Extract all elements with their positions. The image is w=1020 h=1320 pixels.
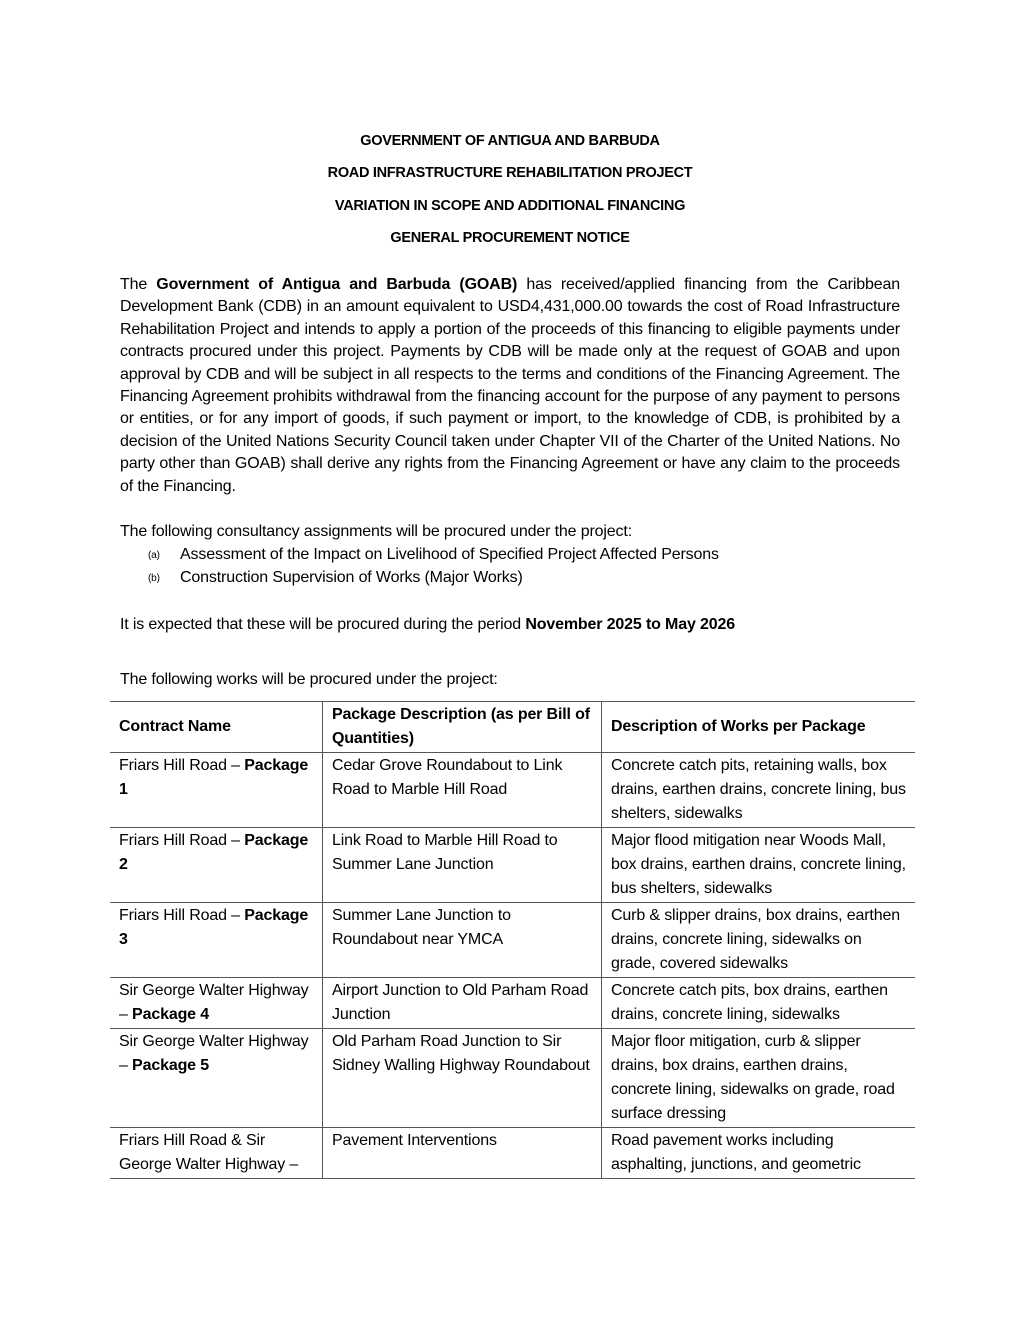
- header-package-description: Package Description (as per Bill of Quantities): [323, 702, 602, 753]
- table-header-row: [110, 702, 915, 753]
- contract-name-cell: [110, 828, 323, 903]
- contract-name: Sir George Walter Highway –: [119, 982, 309, 1023]
- table-row: [110, 1128, 915, 1179]
- heading-project: ROAD INFRASTRUCTURE REHABILITATION PROJECT: [327, 165, 693, 181]
- contract-name-cell: [110, 1029, 323, 1128]
- table-row: [110, 753, 915, 828]
- period-lead: It is expected that these will be procured during the period: [120, 616, 526, 633]
- consultancy-item-text: Assessment of the Impact on Livelihood of Specified Project Affected Persons: [180, 546, 719, 563]
- works-description-cell: Major flood mitigation near Woods Mall, box drains, earthen drains, concrete lining, bus shelters, sidewalks: [602, 828, 916, 903]
- header-works-description: Description of Works per Package: [602, 702, 916, 753]
- table-row: [110, 1029, 915, 1128]
- consultancy-intro: The following consultancy assignments will be procured under the project:: [120, 523, 632, 540]
- table-row: [110, 903, 915, 978]
- package-description-cell: Link Road to Marble Hill Road to Summer Lane Junction: [323, 828, 602, 903]
- table-row: [110, 978, 915, 1029]
- contract-name: Friars Hill Road –: [119, 907, 245, 924]
- contract-name: Friars Hill Road –: [119, 757, 245, 774]
- package-label: Package 4: [132, 1006, 209, 1023]
- intro-bold-entity: Government of Antigua and Barbuda (GOAB): [156, 276, 518, 293]
- contract-name: Friars Hill Road & Sir George Walter Highway –: [119, 1132, 299, 1173]
- heading-notice: GENERAL PROCUREMENT NOTICE: [390, 230, 630, 246]
- package-description-cell: Summer Lane Junction to Roundabout near YMCA: [323, 903, 602, 978]
- procurement-period: [120, 616, 735, 634]
- consultancy-item: [148, 569, 523, 587]
- header-contract-name: Contract Name: [119, 718, 231, 735]
- works-description-cell: Major floor mitigation, curb & slipper drains, box drains, earthen drains, concrete lining, sidewalks on grade, road surface dressing: [602, 1029, 916, 1128]
- heading-government: GOVERNMENT OF ANTIGUA AND BARBUDA: [360, 133, 660, 149]
- package-label: Package 3: [119, 907, 309, 948]
- package-label: Package 1: [119, 757, 309, 798]
- package-description-cell: Old Parham Road Junction to Sir Sidney Walling Highway Roundabout: [323, 1029, 602, 1128]
- contract-name: Sir George Walter Highway –: [119, 1033, 309, 1074]
- package-description-cell: Airport Junction to Old Parham Road Junction: [323, 978, 602, 1029]
- contract-name-cell: [110, 753, 323, 828]
- works-intro: The following works will be procured under the project:: [120, 671, 498, 688]
- intro-body: has received/applied financing from the Caribbean Development Bank (CDB) in an amount equivalent to USD4,431,000.00 towards the cost of Road Infrastructure Rehabilitation Project and intends to apply a portion of the proceeds of this financing to eligible payments under contracts procured under this project. Payments by CDB will be made only at the request of GOAB and upon approval by CDB and will be subject in all respects to the terms and conditions of the Financing Agreement. The Financing Agreement prohibits withdrawal from the financing account for the purpose of any payment to persons or entities, or for any import of goods, if such payment or import, to the knowledge of CDB, is prohibited by a decision of the United Nations Security Council taken under Chapter VII of the Charter of the United Nations. No party other than GOAB) shall derive any rights from the Financing Agreement or have any claim to the proceeds of the Financing.: [120, 276, 900, 495]
- works-description-cell: Curb & slipper drains, box drains, earthen drains, concrete lining, sidewalks on grade, covered sidewalks: [602, 903, 916, 978]
- table-row: [110, 828, 915, 903]
- package-label: Package 2: [119, 832, 309, 873]
- contract-name-cell: [110, 1128, 323, 1179]
- works-description-cell: Concrete catch pits, box drains, earthen drains, concrete lining, sidewalks: [602, 978, 916, 1029]
- list-marker: (a): [148, 550, 160, 561]
- heading-variation: VARIATION IN SCOPE AND ADDITIONAL FINANCING: [334, 198, 686, 214]
- works-description-cell: Road pavement works including asphalting, junctions, and geometric: [602, 1128, 916, 1179]
- package-description-cell: Cedar Grove Roundabout to Link Road to Marble Hill Road: [323, 753, 602, 828]
- contract-name-cell: [110, 978, 323, 1029]
- package-label: Package 5: [132, 1057, 209, 1074]
- list-marker: (b): [148, 573, 160, 584]
- package-description-cell: Pavement Interventions: [323, 1128, 602, 1179]
- works-description-cell: Concrete catch pits, retaining walls, box drains, earthen drains, concrete lining, bus shelters, sidewalks: [602, 753, 916, 828]
- contract-name-cell: [110, 903, 323, 978]
- consultancy-item: [148, 546, 719, 564]
- contract-name: Friars Hill Road –: [119, 832, 245, 849]
- intro-paragraph: [120, 274, 900, 498]
- works-table: [110, 701, 915, 1179]
- consultancy-item-text: Construction Supervision of Works (Major Works): [180, 569, 523, 586]
- period-dates: November 2025 to May 2026: [525, 616, 736, 633]
- intro-lead: The: [120, 276, 157, 293]
